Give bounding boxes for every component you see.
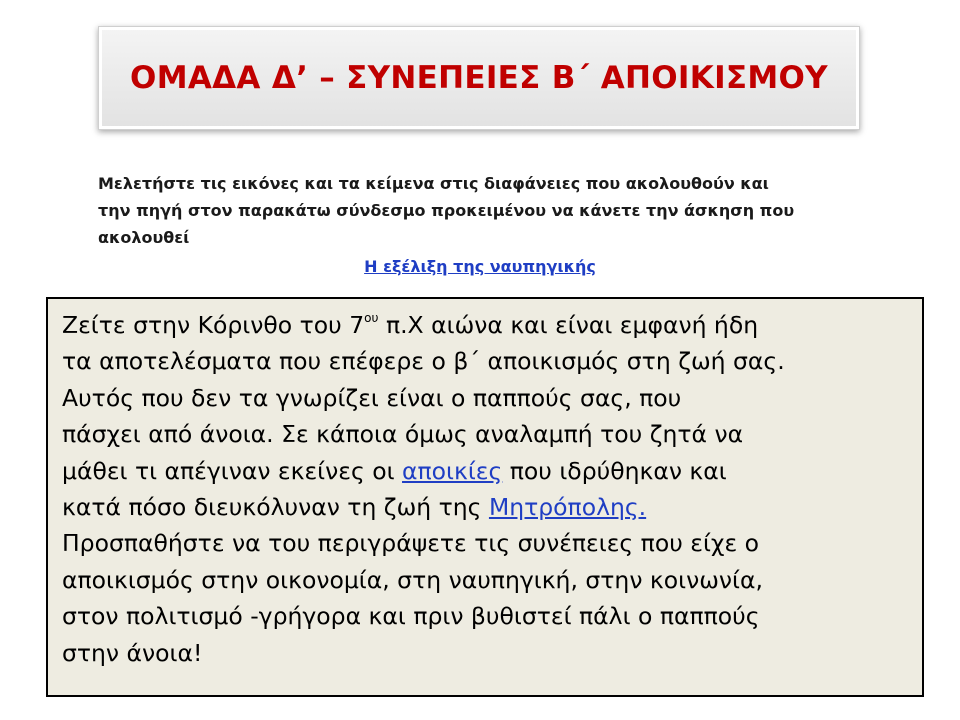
story-text: π.Χ αιώνα και είναι εμφανή ήδη	[378, 311, 759, 339]
instructions-line: Μελετήστε τις εικόνες και τα κείμενα στις διαφάνειες που ακολουθούν και	[98, 174, 769, 193]
story-box	[46, 297, 924, 697]
story-text: που ιδρύθηκαν και	[502, 456, 727, 485]
story-line: αποικισμός στην οικονομία, στη ναυπηγική, στην κοινωνία,	[62, 565, 763, 594]
story-text: κατά πόσο διευκόλυναν τη ζωή της	[62, 493, 489, 522]
story-line	[62, 489, 910, 525]
story-line: Προσπαθήστε να του περιγράψετε τις συνέπειες που είχε ο	[62, 529, 760, 558]
story-line: στον πολιτισμό -γρήγορα και πριν βυθιστεί πάλι ο παππούς	[62, 602, 760, 631]
story-line: πάσχει από άνοια. Σε κάποια όμως αναλαμπή του ζητά να	[62, 420, 744, 449]
story-line	[62, 453, 910, 489]
story-line: Αυτός που δεν τα γνωρίζει είναι ο παππούς σας, που	[62, 383, 682, 412]
ordinal-superscript: ου	[364, 311, 379, 326]
page-title: ΟΜΑΔΑ Δ’ – ΣΥΝΕΠΕΙΕΣ Β΄ ΑΠΟΙΚΙΣΜΟΥ	[130, 60, 828, 96]
source-link-container	[0, 257, 960, 276]
story-text: Ζείτε στην Κόρινθο του 7	[62, 311, 365, 339]
story-text: μάθει τι απέγιναν εκείνες οι	[62, 456, 403, 485]
instructions	[98, 170, 888, 251]
story-line	[62, 307, 910, 343]
story-line: τα αποτελέσματα που επέφερε ο β΄ αποικισμός στη ζωή σας.	[62, 347, 785, 376]
metropolis-link[interactable]: Μητρόπολης.	[488, 493, 647, 522]
instructions-line: ακολουθεί	[98, 228, 190, 247]
instructions-line: την πηγή στον παρακάτω σύνδεσμο προκειμένου να κάνετε την άσκηση που	[98, 201, 795, 220]
source-link[interactable]: Η εξέλιξη της ναυπηγικής	[364, 257, 596, 276]
colonies-link[interactable]: αποικίες	[402, 456, 503, 485]
title-banner	[98, 26, 860, 130]
story-line: στην άνοια!	[62, 638, 203, 667]
